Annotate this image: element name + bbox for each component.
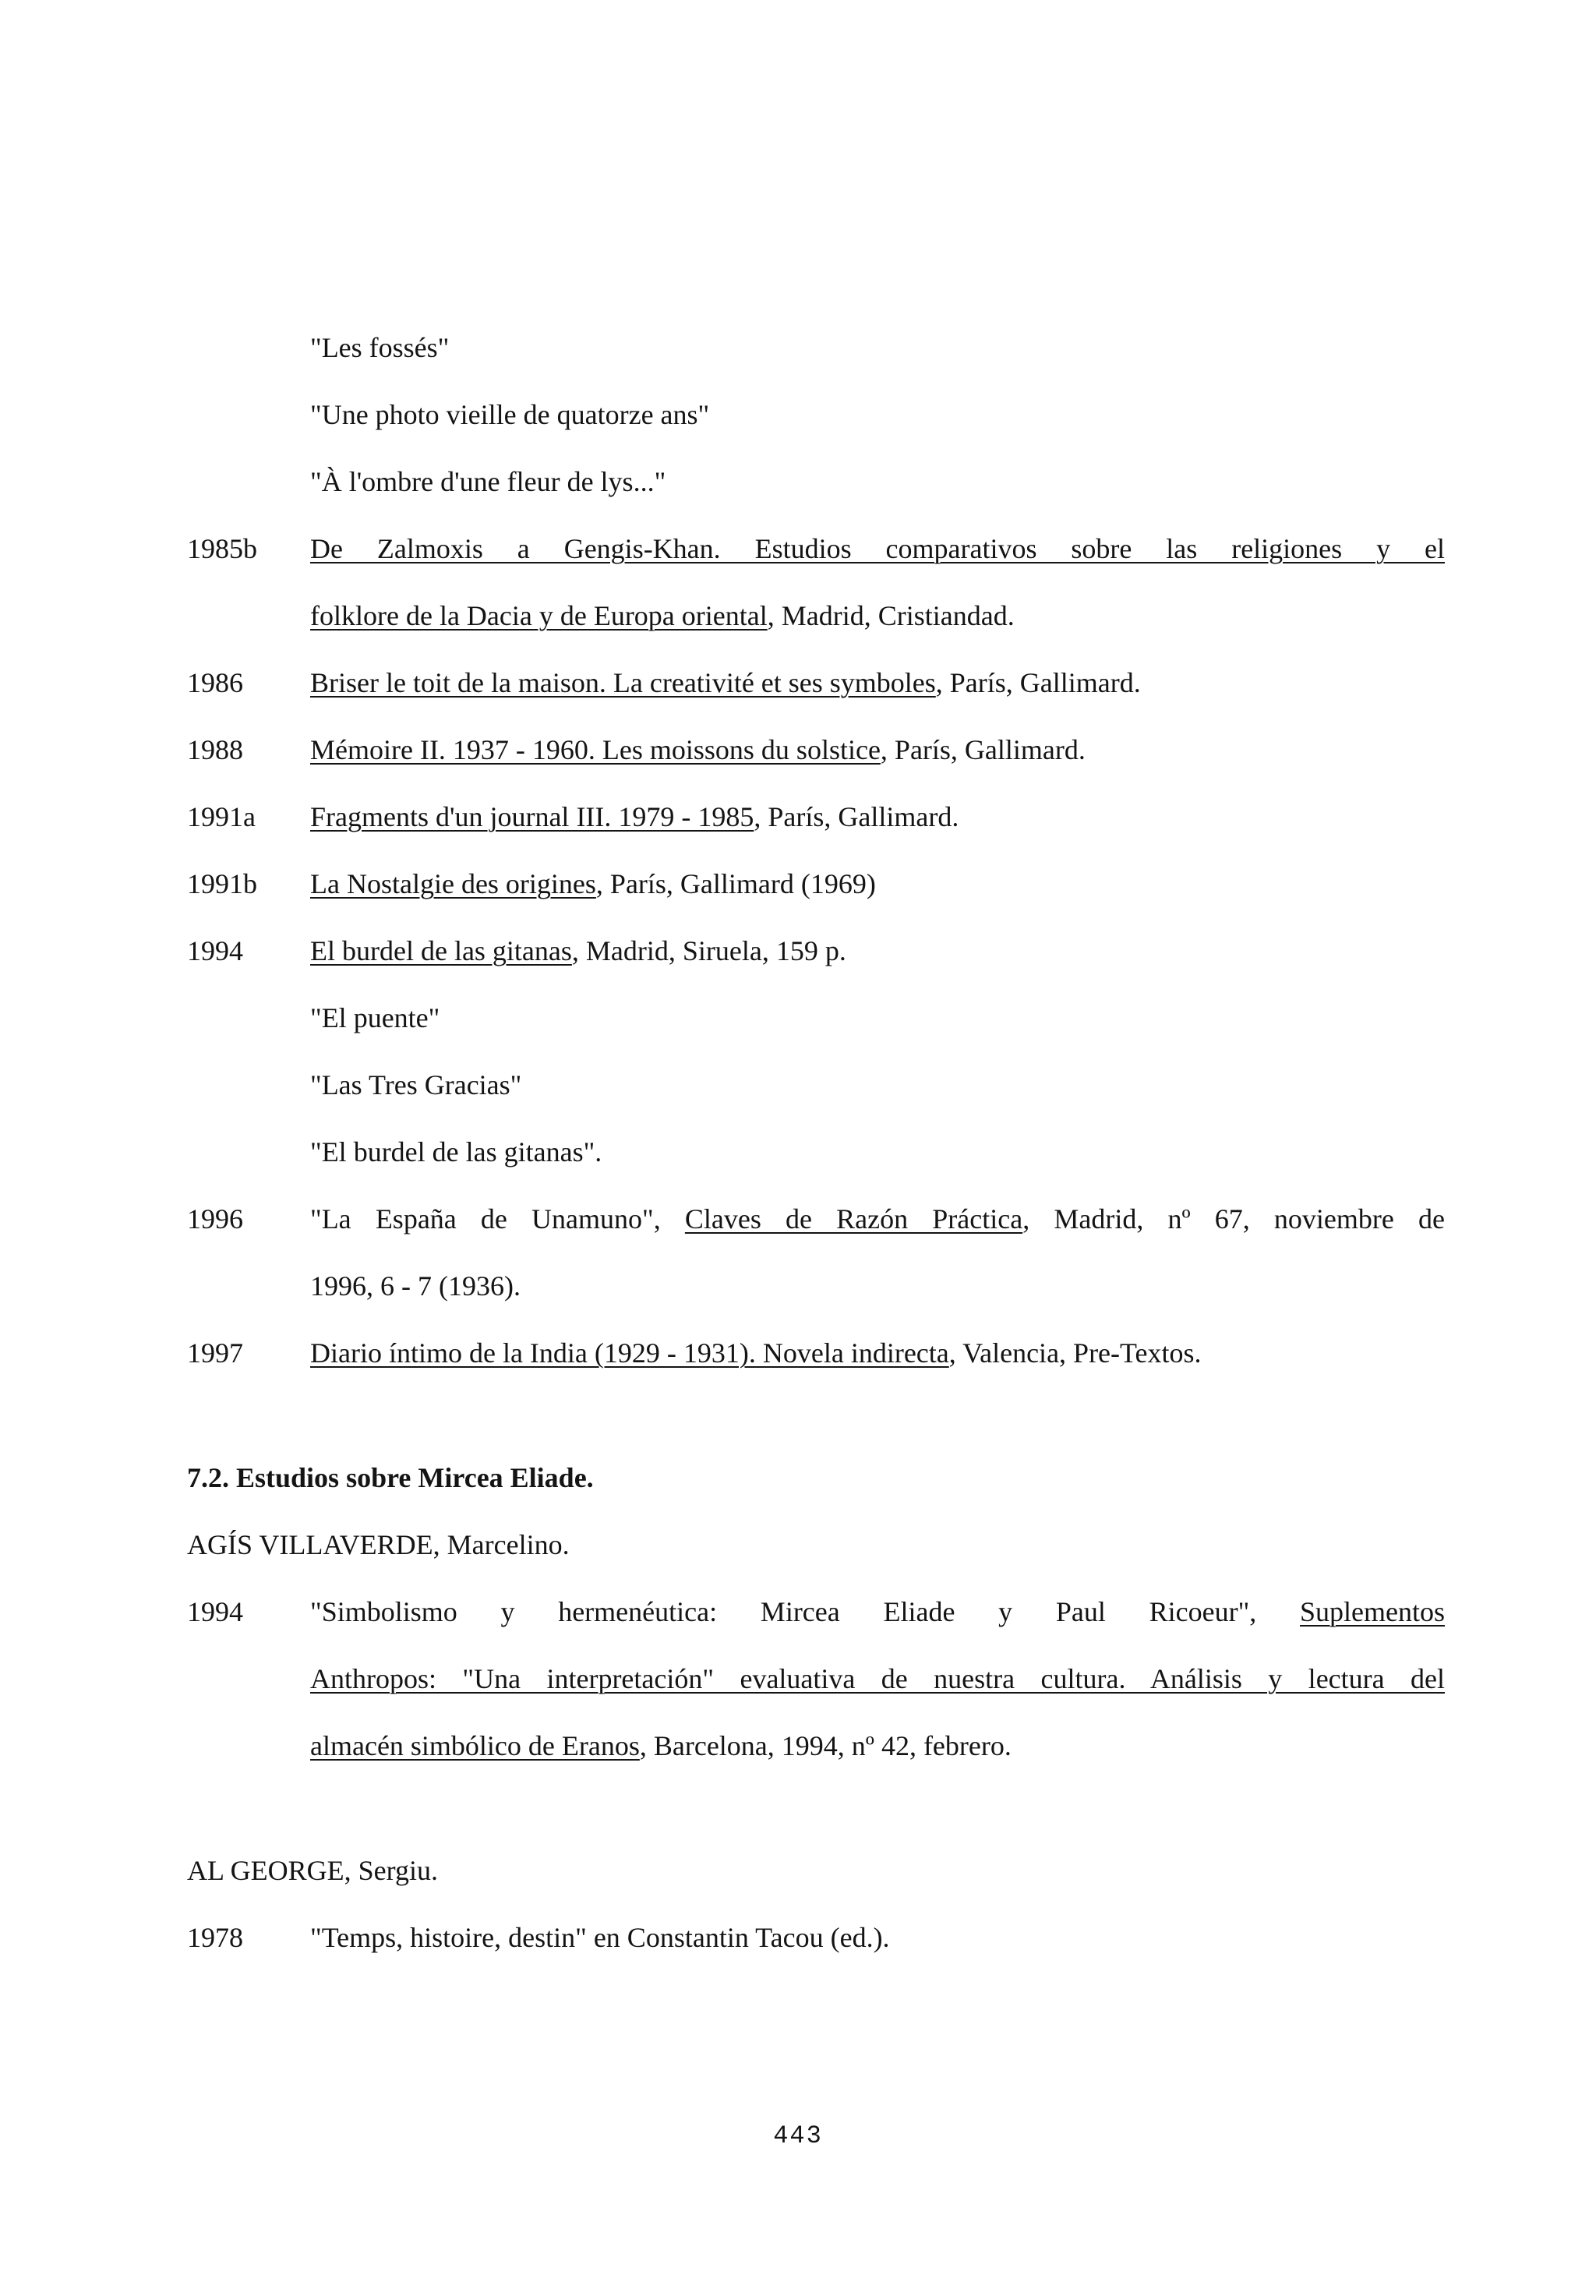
entry-title: Mémoire II. 1937 - 1960. Les moissons du solstice — [310, 734, 881, 765]
entry-year: 1994 — [187, 1596, 243, 1627]
work-title-a-lombre: "À l'ombre d'une fleur de lys..." — [310, 466, 666, 497]
entry-year: 1985b — [187, 533, 257, 564]
entry-title-cont: Anthropos: "Una interpretación" evaluativa de nuestra cultura. Análisis y lectura del — [310, 1663, 1445, 1694]
entry-text — [310, 1595, 1445, 1629]
entry-year: 1991a — [187, 801, 256, 832]
entry-title: Diario íntimo de la India (1929 - 1931). Novela indirecta — [310, 1337, 949, 1369]
entry-title: Claves de Razón Práctica — [684, 1203, 1023, 1235]
entry-year: 1986 — [187, 667, 243, 698]
entry-article: "Simbolismo y hermenéutica: Mircea Eliade y Paul Ricoeur", — [310, 1596, 1300, 1627]
entry-title: folklore de la Dacia y de Europa oriental — [310, 600, 768, 631]
author-name: AL GEORGE, Sergiu. — [187, 1855, 438, 1886]
entry-year: 1991b — [187, 868, 257, 899]
entry-text — [310, 934, 846, 968]
entry-year: 1978 — [187, 1922, 243, 1953]
work-title-el-puente: "El puente" — [310, 1002, 440, 1033]
entry-title: De Zalmoxis a Gengis-Khan. Estudios comparativos sobre las religiones y el — [310, 533, 1445, 564]
entry-title: almacén simbólico de Eranos — [310, 1730, 640, 1761]
entry-publisher: , París, Gallimard. — [754, 801, 959, 832]
work-title-une-photo: "Une photo vieille de quatorze ans" — [310, 399, 710, 430]
author-name: AGÍS VILLAVERDE, Marcelino. — [187, 1529, 570, 1560]
entry-publisher: , Madrid, nº 67, noviembre de — [1022, 1203, 1445, 1235]
entry-publisher: , Madrid, Siruela, 159 p. — [571, 935, 846, 966]
entry-text-cont — [310, 1729, 1012, 1763]
entry-title: Suplementos — [1300, 1596, 1445, 1627]
work-title-les-fosses: "Les fossés" — [310, 332, 450, 363]
work-title-el-burdel: "El burdel de las gitanas". — [310, 1136, 602, 1167]
entry-title: Fragments d'un journal III. 1979 - 1985 — [310, 801, 754, 832]
entry-text: "Temps, histoire, destin" en Constantin Tacou (ed.). — [310, 1922, 890, 1953]
entry-year: 1997 — [187, 1337, 243, 1369]
entry-text-cont: 1996, 6 - 7 (1936). — [310, 1270, 521, 1302]
entry-article: "La España de Unamuno", — [310, 1203, 685, 1235]
section-heading: 7.2. Estudios sobre Mircea Eliade. — [187, 1462, 594, 1493]
entry-year: 1996 — [187, 1203, 243, 1235]
entry-text — [310, 1202, 1445, 1236]
entry-text — [310, 1336, 1201, 1370]
entry-title: Briser le toit de la maison. La creativité et ses symboles — [310, 667, 936, 698]
entry-publisher: , Madrid, Cristiandad. — [767, 600, 1015, 631]
page-number: 443 — [773, 2121, 823, 2150]
entry-year: 1988 — [187, 734, 243, 765]
entry-publisher: , Valencia, Pre-Textos. — [948, 1337, 1202, 1369]
entry-publisher: , París, Gallimard. — [935, 667, 1141, 698]
entry-text — [310, 800, 959, 834]
entry-publisher: , París, Gallimard. — [880, 734, 1086, 765]
entry-title-cont — [310, 599, 1015, 633]
entry-title: El burdel de las gitanas — [310, 935, 572, 966]
entry-text — [310, 733, 1086, 767]
entry-title: La Nostalgie des origines — [310, 868, 596, 899]
entry-text — [310, 666, 1141, 700]
entry-text — [310, 867, 876, 901]
work-title-las-tres-gracias: "Las Tres Gracias" — [310, 1069, 522, 1100]
entry-publisher: , París, Gallimard (1969) — [595, 868, 876, 899]
entry-publisher: , Barcelona, 1994, nº 42, febrero. — [639, 1730, 1012, 1761]
entry-year: 1994 — [187, 935, 243, 966]
